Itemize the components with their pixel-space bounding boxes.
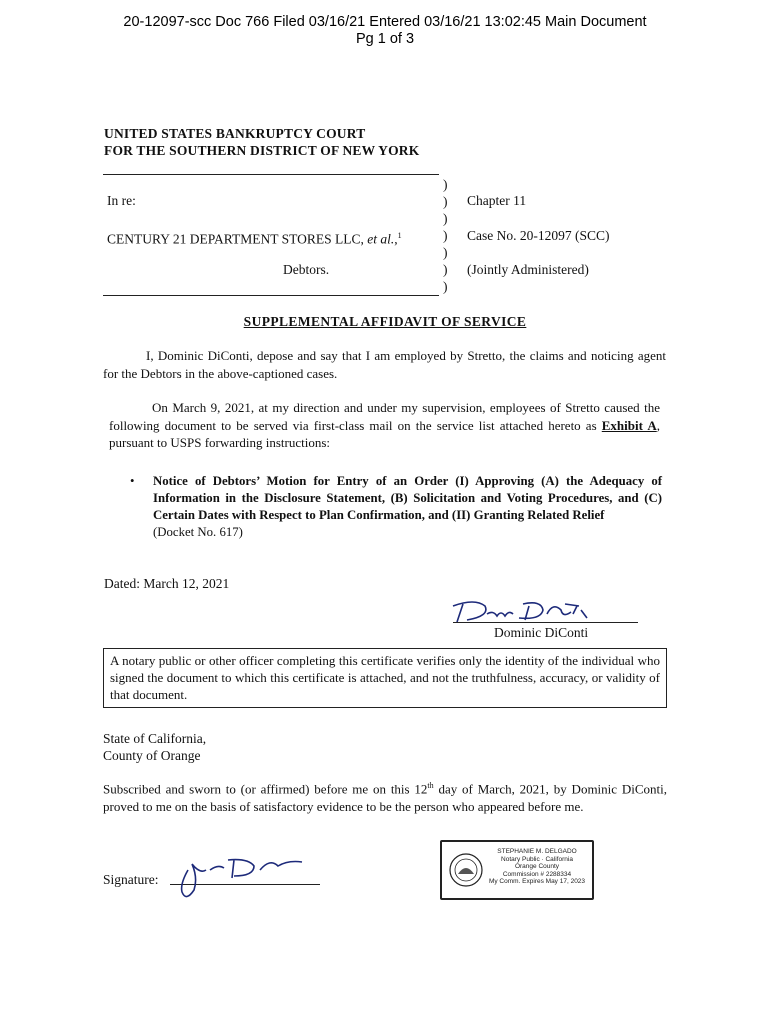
notary-signature: [170, 850, 330, 906]
page-indicator: Pg 1 of 3: [355, 31, 415, 47]
notary-stamp: [440, 840, 594, 900]
et-al: et al.: [367, 231, 395, 247]
signature-label: Signature:: [103, 872, 159, 887]
served-document-title: Notice of Debtors’ Motion for Entry of an Order (I) Approving (A) the Adequacy of Information in the Disclosure Statement, (B) Solicitation and Voting Procedures, and (C) Certain Dates with Respect to Plan Confirmation, and (II) Granting Related Relief: [153, 474, 662, 522]
intro-paragraph: I, Dominic DiConti, depose and say that I am employed by Stretto, the claims and noticing agent for the Debtors in the above-captioned cases.: [103, 348, 666, 381]
service-paragraph: On March 9, 2021, at my direction and under my supervision, employees of Stretto caused the following document to be served via first-class mail on the service list attached hereto as Exhibit A, pursuant to USPS forwarding instructions:: [109, 400, 660, 450]
court-line-2: FOR THE SOUTHERN DISTRICT OF NEW YORK: [104, 143, 420, 158]
debtor-name-text: CENTURY 21 DEPARTMENT STORES LLC,: [107, 231, 364, 247]
debtor-name: CENTURY 21 DEPARTMENT STORES LLC, et al.,$^1$: [107, 231, 402, 247]
notary-disclaimer-box: A notary public or other officer completing this certificate verifies only the identity of the individual who signed the document to which this certificate is attached, and not the truthfulness, accuracy, or validity of that document.: [103, 648, 667, 708]
dated-line: Dated: March 12, 2021: [104, 576, 230, 591]
jointly-administered: (Jointly Administered): [467, 262, 589, 277]
caption-paren-column: ) ) ) ) ) ) ): [443, 177, 448, 294]
caption-top-rule: [103, 174, 439, 175]
chapter-label: Chapter 11: [467, 193, 527, 208]
notary-stamp-text: STEPHANIE M. DELGADO Notary Public · California Orange County Commission # 2288334 My Comm. Expires May 17, 2023: [488, 848, 586, 885]
court-line-1: UNITED STATES BANKRUPTCY COURT: [104, 126, 366, 141]
affiant-signature-line: [453, 622, 638, 623]
court-name: [104, 125, 419, 159]
in-re-label: In re:: [107, 193, 136, 208]
document-title: SUPPLEMENTAL AFFIDAVIT OF SERVICE: [243, 314, 527, 329]
exhibit-a-reference: Exhibit A: [601, 417, 657, 433]
notary-seal-icon: [448, 852, 484, 888]
case-number: Case No. 20-12097 (SCC): [467, 228, 610, 243]
served-document: [153, 473, 662, 541]
venue-state: State of California,: [103, 731, 207, 746]
docket-header: 20-12097-scc Doc 766 Filed 03/16/21 Entered 03/16/21 13:02:45 Main Document: [123, 14, 647, 30]
bullet-icon: •: [130, 474, 135, 488]
footnote-mark: 1: [397, 231, 402, 240]
affiant-name: Dominic DiConti: [494, 625, 589, 640]
debtors-label: Debtors.: [283, 262, 330, 277]
venue-county: County of Orange: [103, 748, 201, 763]
docket-number: (Docket No. 617): [153, 525, 243, 539]
jurat-paragraph: Subscribed and sworn to (or affirmed) before me on this 12th day of March, 2021, by Dominic DiConti, proved to me on the basis of satisfactory evidence to be the person who appeared before me.: [103, 781, 668, 814]
venue: [103, 730, 206, 764]
caption-bottom-rule: [103, 295, 439, 296]
